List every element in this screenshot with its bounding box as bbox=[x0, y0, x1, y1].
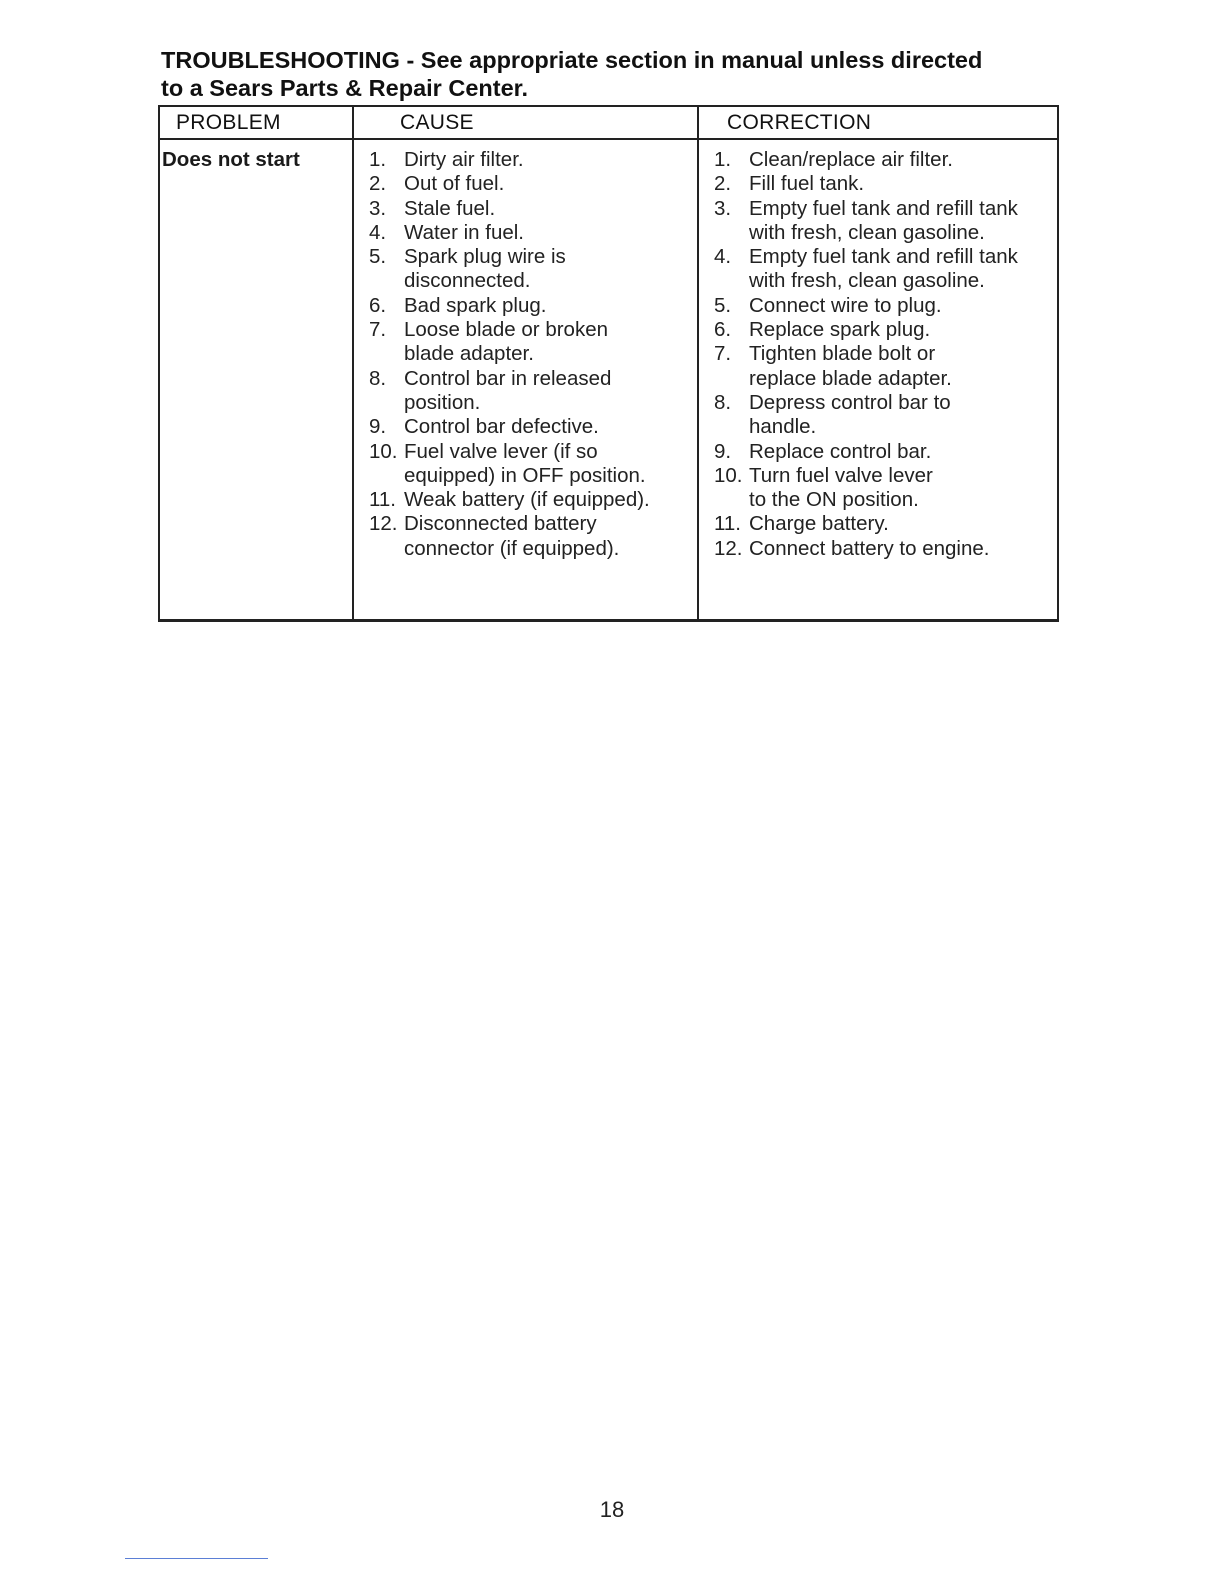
footer-rule bbox=[125, 1558, 268, 1559]
cause-item-text: Control bar defective. bbox=[404, 415, 599, 439]
cause-list bbox=[369, 148, 699, 561]
correction-item bbox=[714, 537, 1059, 561]
correction-item bbox=[714, 512, 1059, 536]
header-divider bbox=[160, 138, 1057, 140]
correction-item-number: 10. bbox=[714, 463, 743, 487]
correction-item-number: 5. bbox=[714, 293, 732, 317]
cause-item-number: 2. bbox=[369, 172, 387, 196]
cause-item bbox=[369, 245, 699, 294]
cause-item-text: Out of fuel. bbox=[404, 172, 505, 196]
correction-item-number: 6. bbox=[714, 318, 732, 342]
cause-item bbox=[369, 172, 699, 196]
correction-item-number: 9. bbox=[714, 439, 732, 463]
correction-item-text: Replace spark plug. bbox=[749, 318, 931, 342]
correction-item bbox=[714, 391, 1059, 440]
correction-item-text: Connect wire to plug. bbox=[749, 293, 942, 317]
header-correction: CORRECTION bbox=[727, 111, 872, 134]
correction-item-text: Empty fuel tank and refill tank with fresh, clean gasoline. bbox=[749, 196, 1018, 244]
correction-item-text: Turn fuel valve lever to the ON position. bbox=[749, 463, 933, 512]
cause-item-number: 1. bbox=[369, 148, 387, 171]
correction-item-number: 12. bbox=[714, 536, 743, 560]
cause-item bbox=[369, 440, 699, 489]
correction-item bbox=[714, 342, 1059, 391]
cause-item-number: 5. bbox=[369, 245, 387, 269]
page-number: 18 bbox=[599, 1497, 625, 1522]
problem-cell: Does not start bbox=[162, 148, 300, 171]
correction-item-text: Charge battery. bbox=[749, 512, 889, 536]
cause-item bbox=[369, 367, 699, 416]
heading-line-2: to a Sears Parts & Repair Center. bbox=[161, 75, 529, 101]
correction-item bbox=[714, 172, 1059, 196]
cause-item bbox=[369, 488, 699, 512]
cause-item-number: 9. bbox=[369, 415, 387, 439]
correction-item-text: Depress control bar to handle. bbox=[749, 390, 951, 439]
cause-item-text: Bad spark plug. bbox=[404, 293, 547, 317]
cause-item-text: Fuel valve lever (if so equipped) in OFF position. bbox=[404, 439, 646, 487]
cause-item-number: 10. bbox=[369, 439, 398, 463]
cause-item-text: Weak battery (if equipped). bbox=[404, 488, 650, 512]
heading-line-1: TROUBLESHOOTING - See appropriate section in manual unless directed bbox=[161, 47, 983, 73]
correction-item bbox=[714, 294, 1059, 318]
header-problem: PROBLEM bbox=[176, 111, 281, 134]
cause-item-number: 6. bbox=[369, 293, 387, 317]
correction-item bbox=[714, 245, 1059, 294]
correction-item-number: 7. bbox=[714, 342, 732, 366]
cause-item bbox=[369, 148, 699, 172]
troubleshooting-table bbox=[158, 105, 1059, 622]
correction-item-text: Replace control bar. bbox=[749, 439, 932, 463]
correction-item bbox=[714, 148, 1059, 172]
correction-item-text: Connect battery to engine. bbox=[749, 536, 990, 560]
cause-item-text: Disconnected battery connector (if equipped). bbox=[404, 512, 620, 560]
cause-item bbox=[369, 512, 699, 561]
correction-item-number: 4. bbox=[714, 245, 732, 269]
cause-item-number: 11. bbox=[369, 488, 396, 512]
correction-item-number: 2. bbox=[714, 172, 732, 196]
correction-item-text: Clean/replace air filter. bbox=[749, 148, 953, 171]
page-heading bbox=[161, 46, 1061, 102]
correction-item bbox=[714, 197, 1059, 246]
cause-item bbox=[369, 294, 699, 318]
cause-item-number: 8. bbox=[369, 366, 387, 390]
cause-item-number: 3. bbox=[369, 196, 387, 220]
cause-item-text: Dirty air filter. bbox=[404, 148, 524, 171]
cause-item bbox=[369, 318, 699, 367]
cause-item-number: 12. bbox=[369, 512, 398, 536]
correction-item-number: 3. bbox=[714, 196, 732, 220]
correction-item bbox=[714, 440, 1059, 464]
cause-item-text: Stale fuel. bbox=[404, 196, 496, 220]
cause-item-text: Loose blade or broken blade adapter. bbox=[404, 318, 609, 366]
correction-item-text: Fill fuel tank. bbox=[749, 172, 865, 196]
cause-item bbox=[369, 415, 699, 439]
correction-list bbox=[714, 148, 1059, 561]
correction-item bbox=[714, 318, 1059, 342]
cause-item bbox=[369, 197, 699, 221]
column-divider-1 bbox=[352, 107, 354, 619]
cause-item-text: Water in fuel. bbox=[404, 220, 525, 244]
cause-item bbox=[369, 221, 699, 245]
correction-item-number: 1. bbox=[714, 148, 732, 171]
cause-item-number: 4. bbox=[369, 220, 387, 244]
correction-item-text: Tighten blade bolt or replace blade adapter. bbox=[749, 342, 952, 390]
header-cause: CAUSE bbox=[400, 111, 474, 134]
correction-item-number: 11. bbox=[714, 512, 741, 536]
correction-item-text: Empty fuel tank and refill tank with fresh, clean gasoline. bbox=[749, 245, 1018, 293]
correction-item-number: 8. bbox=[714, 390, 732, 414]
cause-item-text: Spark plug wire is disconnected. bbox=[404, 245, 566, 293]
cause-item-number: 7. bbox=[369, 318, 387, 342]
cause-item-text: Control bar in released position. bbox=[404, 366, 612, 414]
correction-item bbox=[714, 464, 1059, 513]
